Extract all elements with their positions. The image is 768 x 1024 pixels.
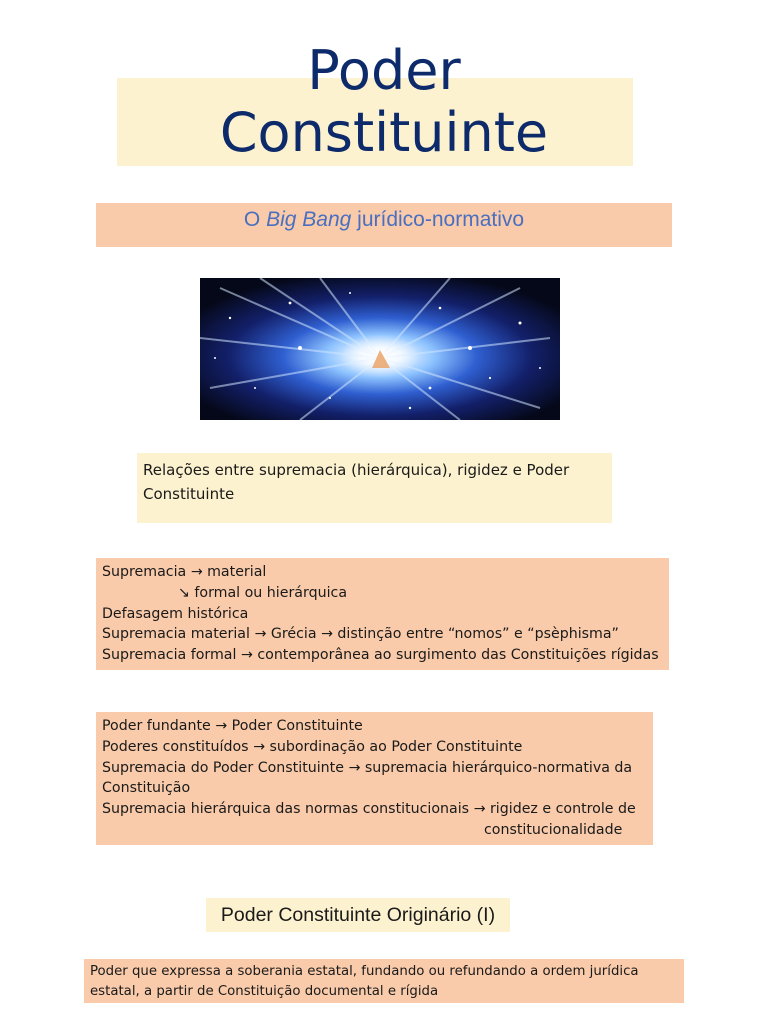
supremacia-line-4: Supremacia material → Grécia → distinção entre “nomos” e “psèphisma” (102, 626, 619, 643)
supremacia-box (96, 558, 669, 670)
poder-fundante-line-3: Supremacia do Poder Constituinte → supremacia hierárquico-normativa da Constituição (102, 759, 633, 797)
relations-text: Relações entre supremacia (hierárquica), rigidez e Poder Constituinte (143, 461, 570, 503)
subtitle-suffix: jurídico-normativo (351, 208, 525, 231)
poder-fundante-line-4: Supremacia hierárquica das normas constitucionais → rigidez e controle de (102, 801, 636, 818)
originario-heading: Poder Constituinte Originário (I) (206, 898, 510, 932)
supremacia-line-1: Supremacia → material (102, 564, 267, 580)
title-line-2: Constituinte (219, 101, 549, 164)
supremacia-line-3: Defasagem histórica (102, 605, 249, 622)
poder-fundante-line-1: Poder fundante → Poder Constituinte (102, 718, 363, 734)
relations-box (137, 453, 612, 523)
subtitle-prefix: O (243, 208, 267, 231)
originario-definition-box (84, 959, 684, 1003)
poder-fundante-line-5: constitucionalidade (484, 821, 623, 838)
originario-definition: Poder que expressa a soberania estatal, fundando ou refundando a ordem jurídica estatal, a partir de Constituição documental e rígida (90, 964, 639, 999)
supremacia-line-5: Supremacia formal → contemporânea ao surgimento das Constituições rígidas (102, 647, 659, 664)
supremacia-line-2: ↘ formal ou hierárquica (178, 584, 348, 601)
subtitle (96, 205, 672, 235)
title-line-1: Poder (307, 39, 461, 102)
poder-fundante-box (96, 712, 653, 845)
poder-fundante-line-2: Poderes constituídos → subordinação ao Poder Constituinte (102, 738, 523, 755)
subtitle-emphasis: Big Bang (266, 208, 352, 231)
cosmic-explosion-image (200, 278, 560, 420)
page-title (0, 40, 768, 164)
